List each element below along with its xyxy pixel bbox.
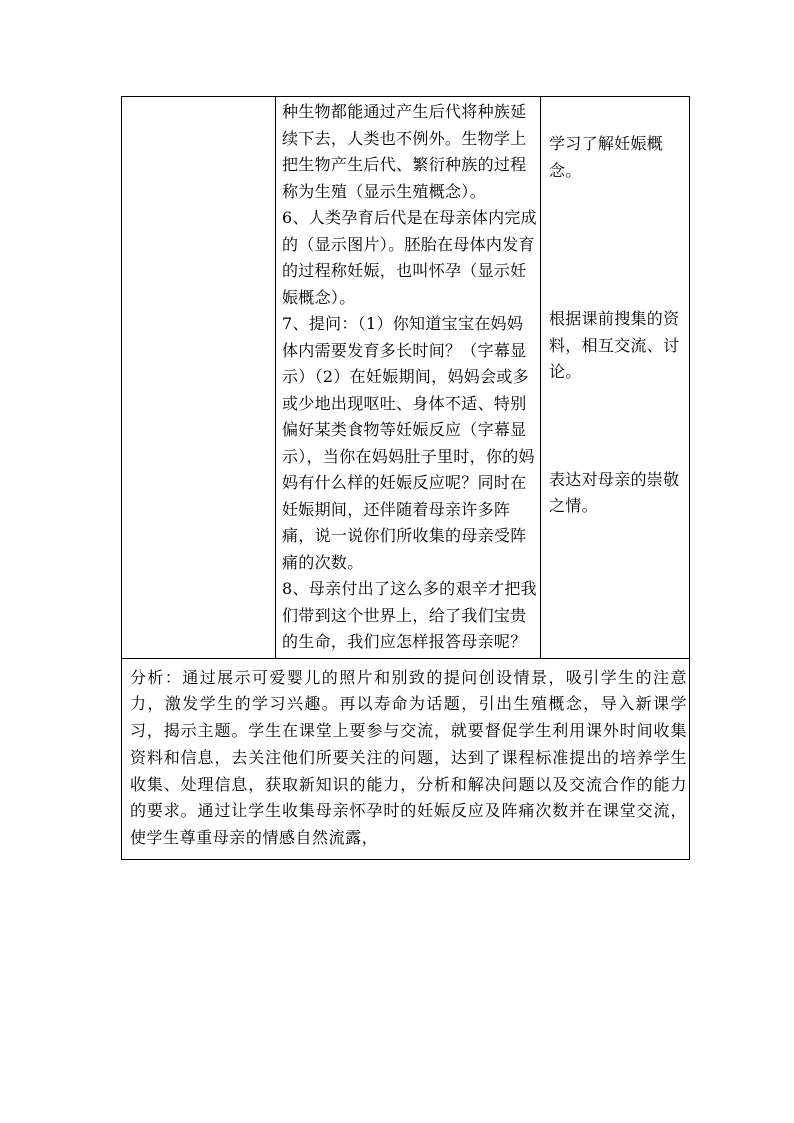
activity-paragraph-intro: 种生物都能通过产生后代将种族延续下去，人类也不例外。生物学上把生物产生后代、繁衍种族的过程称为生殖（显示生殖概念）。	[282, 102, 527, 201]
analysis-text: 分析：通过展示可爱婴儿的照片和别致的提问创设情景，吸引学生的注意力，激发学生的学习兴趣。再以寿命为话题，引出生殖概念，导入新课学习，揭示主题。学生在课堂上要参与交流，就要督促学生利用课外时间收集资料和信息，去关注他们所要关注的问题，达到了课程标准提出的培养学生收集、处理信息，获取新知识的能力，分析和解决问题以及交流合作的能力的要求。通过让学生收集母亲怀孕时的妊娠反应及阵痛次数并在课堂交流，使学生尊重母亲的情感自然流露，	[130, 667, 687, 848]
student-activity-item: 根据课前搜集的资料，相互交流、讨论。	[549, 309, 680, 381]
blank-left-cell	[122, 97, 276, 659]
activity-paragraph-8: 8、母亲付出了这么多的艰辛才把我们带到这个世界上，给了我们宝贵的生命，我们应怎样报答母亲呢？	[282, 579, 537, 651]
activity-paragraph-7: 7、提问：（1）你知道宝宝在妈妈体内需要发育多长时间？（字幕显示）（2）在妊娠期间，妈妈会或多或少地出现呕吐、身体不适、特别偏好某类食物等妊娠反应（字幕显示），当你在妈妈肚子里时，你的妈妈有什么样的妊娠反应呢？同时在妊娠期间，还伴随着母亲许多阵痛，说一说你们所收集的母亲受阵痛的次数。	[282, 314, 535, 572]
teaching-process-row	[122, 97, 690, 659]
analysis-cell	[122, 658, 690, 859]
lesson-plan-table	[121, 96, 690, 860]
teacher-activity-cell	[276, 97, 541, 659]
student-activity-cell	[541, 97, 690, 659]
activity-paragraph-6: 6、人类孕育后代是在母亲体内完成的（显示图片）。胚胎在母体内发育的过程称妊娠，也叫怀孕（显示妊娠概念）。	[282, 208, 537, 307]
analysis-row	[122, 658, 690, 859]
student-activity-item: 表达对母亲的崇敬之情。	[549, 469, 680, 515]
student-activity-item: 学习了解妊娠概念。	[549, 134, 664, 180]
